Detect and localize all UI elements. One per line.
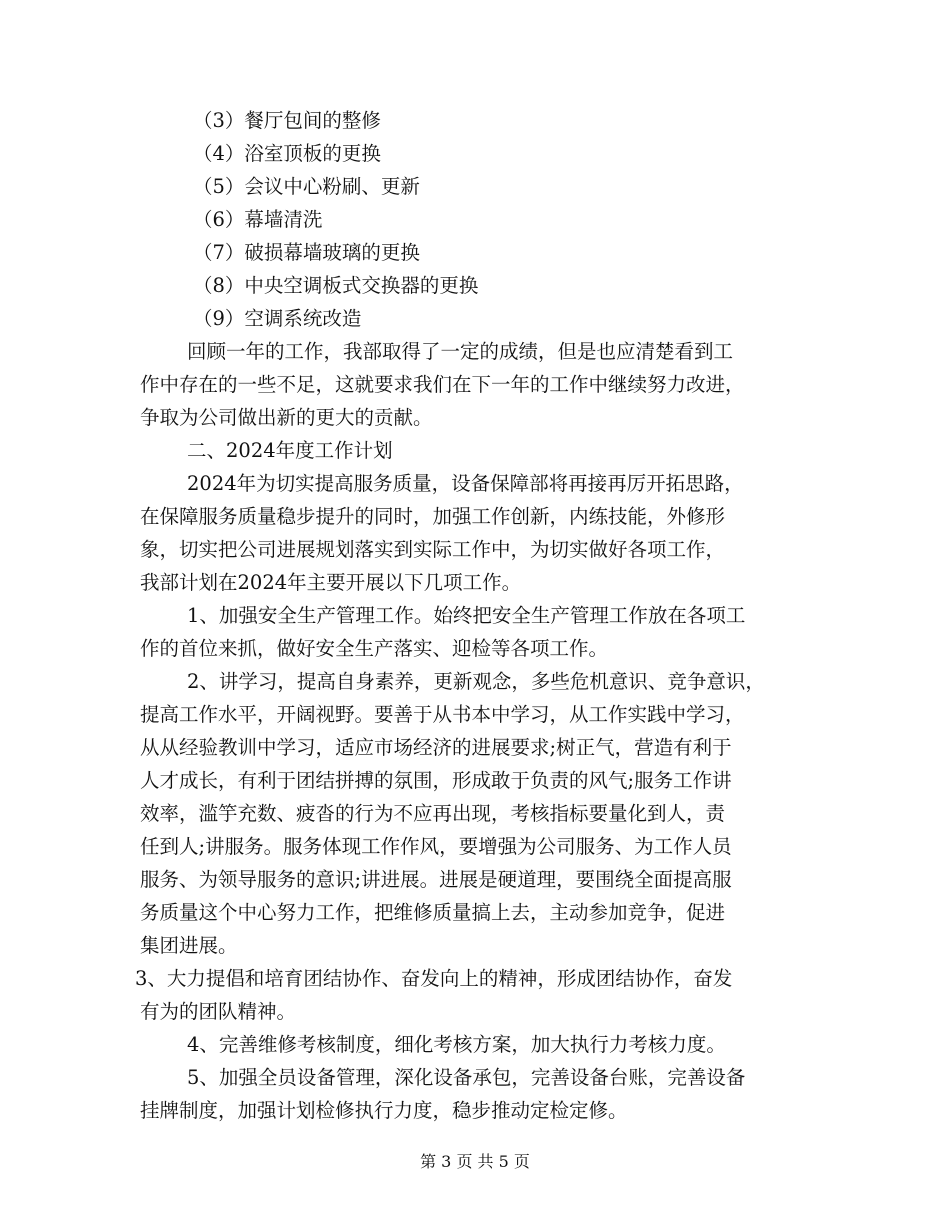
plan-item-1 (140, 599, 810, 665)
paragraph-line: 3、大力提倡和培育团结协作、奋发向上的精神，形成团结协作，奋发 (135, 967, 733, 990)
paragraph-line: 2024年为切实提高服务质量，设备保障部将再接再厉开拓思路， (187, 472, 744, 495)
list-item: （6）幕墙清洗 (193, 208, 323, 231)
plan-item-2 (140, 665, 810, 962)
paragraph-line: 从从经验教训中学习，适应市场经济的进展要求;树正气，营造有利于 (140, 736, 732, 759)
list-item: （5）会议中心粉刷、更新 (193, 175, 420, 198)
paragraph-line: 任到人;讲服务。服务体现工作作风，要增强为公司服务、为工作人员 (140, 835, 732, 858)
paragraph-line: 挂牌制度，加强计划检修执行力度，稳步推动定检定修。 (140, 1099, 628, 1122)
plan-item-5 (140, 1061, 810, 1127)
section-heading: 二、2024年度工作计划 (187, 439, 393, 462)
paragraph-line: 集团进展。 (140, 934, 238, 957)
document-body (135, 104, 810, 1127)
paragraph-line: 争取为公司做出新的更大的贡献。 (140, 406, 433, 429)
paragraph-line: 4、完善维修考核制度，细化考核方案，加大执行力考核力度。 (187, 1033, 726, 1056)
review-paragraph (140, 335, 810, 434)
paragraph-line: 我部计划在2024年主要开展以下几项工作。 (140, 571, 522, 594)
paragraph-line: 提高工作水平，开阔视野。要善于从书本中学习，从工作实践中学习， (140, 703, 745, 726)
paragraph-line: 务质量这个中心努力工作，把维修质量搞上去，主动参加竞争，促进 (140, 901, 726, 924)
plan-item-3 (135, 962, 810, 1028)
paragraph-line: 人才成长，有利于团结拼搏的氛围，形成敢于负责的风气;服务工作讲 (140, 769, 732, 792)
paragraph-line: 服务、为领导服务的意识;讲进展。进展是硬道理，要围绕全面提高服 (140, 868, 732, 891)
paragraph-line: 1、加强安全生产管理工作。始终把安全生产管理工作放在各项工 (187, 604, 746, 627)
list-item: （3）餐厅包间的整修 (193, 109, 381, 132)
renovation-list (140, 104, 810, 335)
paragraph-line: 作中存在的一些不足，这就要求我们在下一年的工作中继续努力改进， (140, 373, 745, 396)
paragraph-line: 有为的团队精神。 (140, 1000, 297, 1023)
list-item: （4）浴室顶板的更换 (193, 142, 381, 165)
paragraph-line: 2、讲学习，提高自身素养，更新观念，多些危机意识、竞争意识， (187, 670, 765, 693)
paragraph-line: 在保障服务质量稳步提升的同时，加强工作创新，内练技能，外修形 (140, 505, 726, 528)
page-footer (0, 1150, 950, 1174)
paragraph-line: 5、加强全员设备管理，深化设备承包，完善设备台账，完善设备 (187, 1066, 746, 1089)
paragraph-line: 回顾一年的工作，我部取得了一定的成绩，但是也应清楚看到工 (187, 340, 734, 363)
list-item: （9）空调系统改造 (193, 307, 362, 330)
plan-intro-paragraph (140, 467, 810, 599)
paragraph-line: 效率，滥竽充数、疲沓的行为不应再出现，考核指标要量化到人，责 (140, 802, 726, 825)
page-number: 第 3 页 共 5 页 (420, 1152, 530, 1171)
list-item: （8）中央空调板式交换器的更换 (193, 274, 479, 297)
plan-item-4 (140, 1028, 810, 1061)
paragraph-line: 作的首位来抓，做好安全生产落实、迎检等各项工作。 (140, 637, 609, 660)
paragraph-line: 象，切实把公司进展规划落实到实际工作中，为切实做好各项工作， (140, 538, 726, 561)
list-item: （7）破损幕墙玻璃的更换 (193, 241, 420, 264)
